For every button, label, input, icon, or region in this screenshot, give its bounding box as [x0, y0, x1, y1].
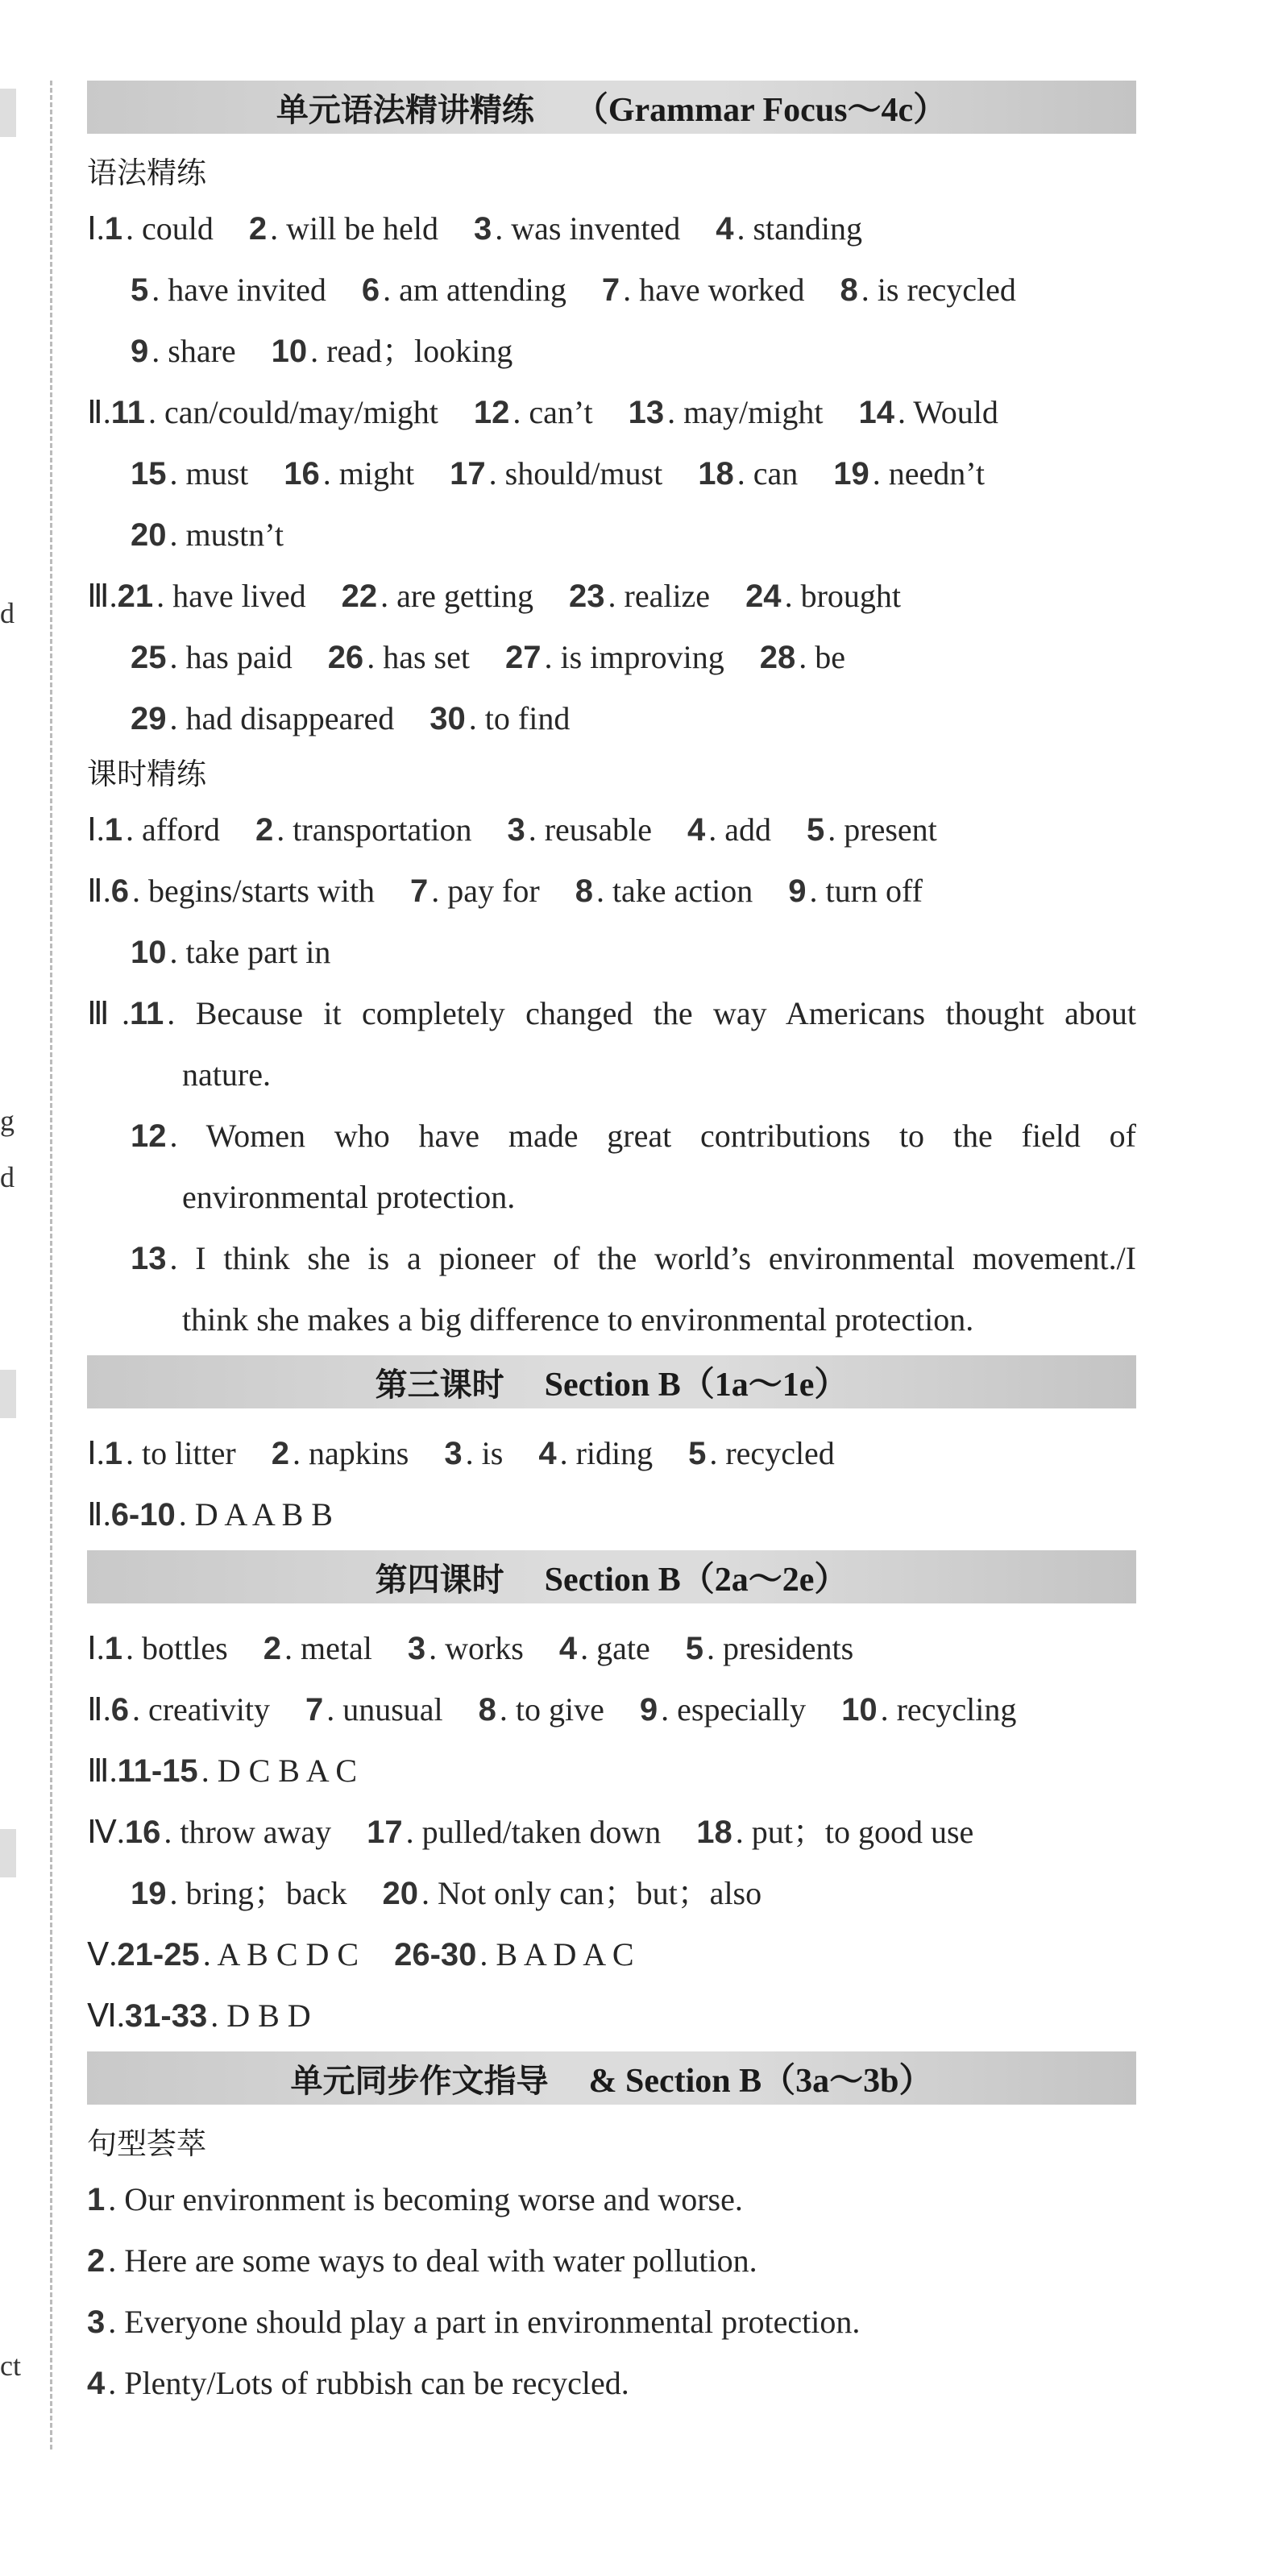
answer-item: 2 . Here are some ways to deal with water pollution.: [87, 2242, 757, 2279]
answer-item: 25 . has paid: [131, 639, 293, 675]
answer-item: 6 . am attending: [361, 272, 566, 308]
item-number: 8: [478, 1692, 496, 1728]
margin-shade: [0, 89, 16, 137]
answer-row: [87, 1863, 1136, 1924]
item-number: 31-33: [124, 1998, 208, 2034]
answer-item: 11-15 . D C B A C: [117, 1753, 358, 1789]
column-divider: [50, 81, 52, 2449]
answer-item: 5 . have invited: [131, 272, 326, 308]
answer-text: to give: [515, 1691, 604, 1728]
answer-item: 19 . needn’t: [833, 455, 985, 492]
answer-item: 3 . was invented: [474, 210, 681, 247]
item-number: 2: [255, 812, 274, 848]
item-number: 2: [271, 1436, 289, 1471]
answer-item: 14 . Would: [858, 394, 998, 430]
answer-item: 18 . put；to good use: [696, 1814, 974, 1850]
answer-item: 24 . brought: [745, 578, 901, 614]
answer-text: have invited: [168, 272, 326, 308]
item-number: 1: [104, 812, 123, 848]
answer-item: 20 . Not only can；but；also: [382, 1875, 762, 1911]
answer-item: 20 . mustn’t: [131, 516, 284, 553]
answer-text: especially: [677, 1691, 807, 1728]
roman-numeral: Ⅱ: [87, 873, 103, 909]
answer-item: 8 . to give: [478, 1691, 604, 1728]
item-number: 1: [87, 2182, 106, 2217]
answer-text: present: [844, 811, 937, 848]
answer-text: should/must: [504, 455, 663, 492]
answer-row: [87, 1167, 1136, 1228]
answer-text: are getting: [396, 578, 533, 614]
answer-item: 3 . Everyone should play a part in environmental protection.: [87, 2304, 861, 2340]
answer-item: 1 . to litter: [104, 1435, 236, 1471]
subheading: 课时精练: [87, 757, 206, 791]
item-number: 5: [685, 1631, 703, 1666]
answer-text: can: [753, 455, 799, 492]
answer-text: was invented: [511, 210, 681, 247]
item-number: 8: [575, 873, 593, 909]
item-number: 3: [444, 1436, 463, 1471]
answer-text: D C B A C: [217, 1753, 358, 1789]
roman-numeral: Ⅱ: [87, 394, 103, 430]
roman-numeral: Ⅱ: [87, 1691, 103, 1728]
item-number: 4: [716, 211, 734, 247]
answer-row: Ⅰ.1 . could 2 . will be held 3 . was invented 4 . standing: [87, 210, 863, 247]
answer-row: Ⅰ.1 . afford 2 . transportation 3 . reusable 4 . add 5 . present: [87, 811, 937, 848]
answer-row: [87, 2353, 1136, 2414]
item-number: 3: [474, 211, 492, 247]
answer-item: 4 . riding: [538, 1435, 654, 1471]
answer-text: can’t: [529, 394, 593, 430]
item-number: 30: [430, 701, 466, 736]
answer-row: Ⅲ.11 . Because it completely changed the way Americans thought about: [87, 995, 1137, 1031]
section-banner: [87, 81, 1136, 134]
item-number: 17: [367, 1815, 403, 1850]
item-number: 2: [87, 2243, 106, 2279]
banner-title-en: Section B（1a～1e）: [544, 1367, 849, 1404]
answer-row: Ⅱ.6 . begins/starts with 7 . pay for 8 . take action 9 . turn off: [87, 873, 923, 909]
answer-item: [182, 1301, 973, 1338]
item-number: 7: [601, 272, 620, 308]
answer-text: unusual: [342, 1691, 443, 1728]
roman-numeral: Ⅲ: [87, 995, 122, 1031]
item-number: 26-30: [394, 1937, 477, 1972]
answer-text: Would: [913, 394, 998, 430]
answer-row: Ⅳ.16 . throw away 17 . pulled/taken down 18 . put；to good use: [87, 1814, 974, 1850]
answer-text: begins/starts with: [147, 873, 376, 909]
answer-item: 2 . metal: [263, 1630, 372, 1666]
answer-row: [87, 2169, 1136, 2230]
answer-text: metal: [300, 1630, 372, 1666]
answer-text: Our environment is becoming worse and worse.: [124, 2181, 743, 2217]
answer-item: 7 . pay for: [410, 873, 540, 909]
answer-text: reusable: [544, 811, 652, 848]
answer-row: [87, 922, 1136, 983]
answer-row: [87, 321, 1136, 382]
margin-fragment: ct: [0, 2350, 21, 2382]
answer-text: had disappeared: [185, 700, 395, 736]
answer-row: Ⅲ.21 . have lived 22 . are getting 23 . realize 24 . brought: [87, 578, 901, 614]
answer-item: 23 . realize: [569, 578, 711, 614]
answer-text: nature.: [182, 1056, 271, 1093]
answer-item: 11 . Because it completely changed the way Americans thought about: [129, 995, 1137, 1031]
roman-numeral: Ⅰ: [87, 1630, 97, 1666]
answer-item: 6-10 . D A A B B: [110, 1496, 333, 1533]
item-number: 19: [833, 456, 869, 492]
item-number: 7: [305, 1692, 324, 1728]
item-number: 11-15: [117, 1753, 198, 1789]
answer-text: standing: [753, 210, 863, 247]
answer-item: 27 . is improving: [504, 639, 724, 675]
answer-text: can/could/may/might: [164, 394, 438, 430]
item-number: 8: [840, 272, 858, 308]
answer-row: [87, 259, 1136, 321]
item-number: 26: [327, 640, 364, 675]
answer-text: brought: [800, 578, 901, 614]
answer-item: 17 . should/must: [450, 455, 663, 492]
roman-numeral: Ⅱ: [87, 1496, 103, 1533]
item-number: 18: [696, 1815, 732, 1850]
item-number: 22: [341, 579, 378, 614]
answer-text: Women who have made great contributions to the field of: [205, 1118, 1136, 1154]
answer-item: 4 . add: [687, 811, 771, 848]
answer-text: pulled/taken down: [421, 1814, 662, 1850]
answer-item: 2 . will be held: [248, 210, 439, 247]
roman-numeral: Ⅰ: [87, 210, 97, 247]
answer-item: 13 . I think she is a pioneer of the world’s environmental movement./I: [131, 1240, 1136, 1276]
answer-item: 10 . read；looking: [271, 333, 513, 369]
answer-row: [87, 688, 1136, 749]
answer-row: Ⅰ.1 . to litter 2 . napkins 3 . is 4 . riding 5 . recycled: [87, 1435, 835, 1471]
answer-text: creativity: [147, 1691, 270, 1728]
roman-numeral: Ⅳ: [87, 1814, 117, 1850]
item-number: 20: [131, 517, 167, 553]
item-number: 18: [698, 456, 734, 492]
answer-item: 21 . have lived: [117, 578, 306, 614]
answer-text: to find: [484, 700, 571, 736]
answer-text: presidents: [722, 1630, 854, 1666]
answer-text: is improving: [560, 639, 724, 675]
answer-item: 8 . is recycled: [840, 272, 1016, 308]
answer-item: 3 . is: [444, 1435, 504, 1471]
answer-text: D B D: [226, 1997, 311, 2034]
item-number: 9: [131, 334, 149, 369]
answer-item: 15 . must: [131, 455, 249, 492]
answer-text: napkins: [308, 1435, 409, 1471]
item-number: 9: [788, 873, 807, 909]
answer-item: 8 . take action: [575, 873, 753, 909]
item-number: 1: [104, 1631, 123, 1666]
answer-text: take part in: [185, 934, 331, 970]
answer-text: recycling: [896, 1691, 1017, 1728]
answer-text: Everyone should play a part in environmental protection.: [124, 2304, 861, 2340]
item-number: 6: [361, 272, 380, 308]
answer-row: [87, 443, 1136, 504]
answer-text: take action: [612, 873, 753, 909]
item-number: 12: [131, 1118, 167, 1154]
answer-item: [182, 1179, 515, 1215]
item-number: 6-10: [110, 1497, 176, 1533]
answer-item: 19 . bring；back: [131, 1875, 347, 1911]
answer-row: Ⅵ.31-33 . D B D: [87, 1997, 311, 2034]
item-number: 6: [110, 873, 129, 909]
answer-text: might: [338, 455, 415, 492]
answer-text: Plenty/Lots of rubbish can be recycled.: [124, 2365, 629, 2401]
answer-text: throw away: [180, 1814, 332, 1850]
banner-title-en: Section B（2a～2e）: [544, 1562, 849, 1599]
answer-text: turn off: [825, 873, 923, 909]
answer-text: put；to good use: [751, 1814, 974, 1850]
answer-row: [87, 1044, 1136, 1105]
answer-text: be: [815, 639, 846, 675]
item-number: 16: [124, 1815, 161, 1850]
answer-item: 3 . works: [407, 1630, 524, 1666]
item-number: 3: [407, 1631, 426, 1666]
item-number: 1: [104, 1436, 123, 1471]
answer-item: 17 . pulled/taken down: [367, 1814, 662, 1850]
answer-text: I think she is a pioneer of the world’s environmental movement./I: [195, 1240, 1136, 1276]
section-banner: [87, 1355, 1136, 1408]
answer-item: 12 . Women who have made great contributions to the field of: [131, 1118, 1136, 1154]
answer-item: [182, 1056, 271, 1093]
answer-item: 31-33 . D B D: [124, 1997, 311, 2034]
answer-row: Ⅰ.1 . bottles 2 . metal 3 . works 4 . gate 5 . presidents: [87, 1630, 854, 1666]
answer-row: [87, 1289, 1136, 1350]
answer-row: Ⅱ.6 . creativity 7 . unusual 8 . to give 9 . especially 10 . recycling: [87, 1691, 1017, 1728]
item-number: 23: [569, 579, 605, 614]
item-number: 12: [473, 395, 510, 430]
roman-numeral: Ⅰ: [87, 1435, 97, 1471]
item-number: 5: [688, 1436, 707, 1471]
item-number: 5: [131, 272, 149, 308]
answer-row: [87, 2230, 1136, 2292]
item-number: 25: [131, 640, 167, 675]
answer-text: read；looking: [326, 333, 513, 369]
answer-row: [87, 627, 1136, 688]
answer-text: gate: [596, 1630, 650, 1666]
banner-title-en: （Grammar Focus～4c）: [574, 92, 948, 129]
answer-text: to litter: [142, 1435, 236, 1471]
answer-text: have lived: [172, 578, 306, 614]
margin-fragment: d: [0, 597, 15, 629]
item-number: 3: [507, 812, 525, 848]
answer-text: may/might: [683, 394, 824, 430]
item-number: 17: [450, 456, 486, 492]
answer-text: bring；back: [185, 1875, 347, 1911]
item-number: 9: [639, 1692, 658, 1728]
answer-text: has paid: [185, 639, 293, 675]
item-number: 4: [687, 812, 706, 848]
margin-shade: [0, 1370, 16, 1418]
item-number: 6: [110, 1692, 129, 1728]
answer-text: B A D A C: [496, 1936, 634, 1972]
item-number: 13: [131, 1241, 167, 1276]
answer-item: 9 . especially: [639, 1691, 807, 1728]
item-number: 10: [841, 1692, 878, 1728]
answer-item: 6 . creativity: [110, 1691, 270, 1728]
subheading: 句型荟萃: [87, 2126, 206, 2161]
item-number: 13: [628, 395, 665, 430]
item-number: 11: [129, 996, 164, 1031]
item-number: 2: [248, 211, 268, 247]
answer-text: must: [185, 455, 249, 492]
answer-text: have worked: [639, 272, 805, 308]
banner-title-cn: 单元同步作文指导: [290, 2062, 549, 2100]
answer-text: recycled: [725, 1435, 835, 1471]
roman-numeral: Ⅲ: [87, 1753, 110, 1789]
answer-item: 16 . might: [284, 455, 415, 492]
banner-title-cn: 第三课时: [375, 1366, 504, 1404]
section-banner: [87, 1550, 1136, 1603]
answer-item: 1 . could: [104, 210, 214, 247]
left-margin-strip: [0, 0, 32, 2576]
item-number: 21-25: [117, 1937, 200, 1972]
answer-text: environmental protection.: [182, 1179, 516, 1215]
roman-numeral: Ⅰ: [87, 811, 97, 848]
answer-text: riding: [575, 1435, 654, 1471]
answer-text: think she makes a big difference to environmental protection.: [182, 1301, 974, 1338]
answer-item: 30 . to find: [430, 700, 571, 736]
item-number: 4: [87, 2366, 106, 2401]
answer-row: Ⅱ.11 . can/could/may/might 12 . can’t 13 . may/might 14 . Would: [87, 394, 998, 430]
answer-item: 16 . throw away: [124, 1814, 332, 1850]
answer-item: 26-30 . B A D A C: [394, 1936, 634, 1972]
answer-item: 7 . have worked: [601, 272, 805, 308]
item-number: 27: [504, 640, 542, 675]
answer-text: transportation: [293, 811, 472, 848]
answer-text: works: [445, 1630, 524, 1666]
item-number: 28: [759, 640, 796, 675]
answer-text: Because it completely changed the way Americans thought about: [195, 995, 1137, 1031]
answer-row: Ⅲ.11-15 . D C B A C: [87, 1753, 358, 1789]
item-number: 4: [538, 1436, 557, 1471]
item-number: 16: [284, 456, 320, 492]
answer-row: [87, 504, 1136, 566]
answer-item: 1 . bottles: [104, 1630, 228, 1666]
answer-text: bottles: [142, 1630, 228, 1666]
item-number: 21: [117, 579, 154, 614]
answer-item: 5 . recycled: [688, 1435, 835, 1471]
answer-item: 7 . unusual: [305, 1691, 443, 1728]
answer-item: 11 . can/could/may/might: [110, 394, 438, 430]
answer-item: 5 . presidents: [685, 1630, 854, 1666]
answer-item: 28 . be: [759, 639, 846, 675]
answer-text: add: [724, 811, 771, 848]
margin-fragment: g: [0, 1105, 15, 1137]
answer-row: [87, 2292, 1136, 2353]
answer-item: 4 . standing: [716, 210, 863, 247]
item-number: 2: [263, 1631, 281, 1666]
answer-text: Not only can；but；also: [437, 1875, 762, 1911]
answer-item: 21-25 . A B C D C: [117, 1936, 359, 1972]
item-number: 24: [745, 579, 782, 614]
roman-numeral: Ⅲ: [87, 578, 110, 614]
answer-item: 9 . turn off: [788, 873, 923, 909]
roman-numeral: Ⅵ: [87, 1997, 117, 2034]
banner-title-cn: 第四课时: [375, 1561, 504, 1599]
banner-title-en: & Section B（3a～3b）: [588, 2063, 933, 2100]
answer-text: has set: [383, 639, 470, 675]
answer-item: 5 . present: [807, 811, 937, 848]
roman-numeral: Ⅴ: [87, 1936, 110, 1972]
answer-text: A B C D C: [217, 1936, 359, 1972]
answer-item: 22 . are getting: [341, 578, 533, 614]
answer-text: could: [142, 210, 214, 247]
banner-title-cn: 单元语法精讲精练: [276, 91, 534, 129]
answer-item: 10 . take part in: [131, 934, 331, 970]
margin-fragment: d: [0, 1161, 15, 1193]
answer-item: 10 . recycling: [841, 1691, 1017, 1728]
answer-text: mustn’t: [185, 516, 284, 553]
margin-shade: [0, 1829, 16, 1877]
answer-row: Ⅱ.6-10 . D A A B B: [87, 1496, 333, 1533]
answer-text: realize: [624, 578, 711, 614]
answer-text: is recycled: [877, 272, 1016, 308]
subheading: 语法精练: [87, 156, 206, 190]
item-number: 1: [104, 211, 123, 247]
answer-item: 3 . reusable: [507, 811, 652, 848]
answer-text: will be held: [286, 210, 439, 247]
answer-row: [87, 1228, 1136, 1289]
answer-item: 6 . begins/starts with: [110, 873, 376, 909]
answer-item: 1 . afford: [104, 811, 221, 848]
answer-text: am attending: [399, 272, 566, 308]
answer-key-column: [87, 81, 1136, 2419]
answer-item: 18 . can: [698, 455, 799, 492]
answer-item: 2 . napkins: [271, 1435, 409, 1471]
item-number: 19: [131, 1876, 167, 1911]
item-number: 14: [858, 395, 894, 430]
item-number: 15: [131, 456, 167, 492]
answer-item: 4 . Plenty/Lots of rubbish can be recycled.: [87, 2365, 629, 2401]
answer-item: 12 . can’t: [473, 394, 593, 430]
answer-item: 9 . share: [131, 333, 236, 369]
item-number: 29: [131, 701, 167, 736]
answer-text: needn’t: [888, 455, 985, 492]
answer-item: 1 . Our environment is becoming worse and worse.: [87, 2181, 743, 2217]
answer-row: [87, 1105, 1136, 1167]
answer-item: 26 . has set: [327, 639, 470, 675]
answer-text: pay for: [447, 873, 540, 909]
answer-item: 2 . transportation: [255, 811, 472, 848]
item-number: 3: [87, 2304, 106, 2340]
answer-row: Ⅴ.21-25 . A B C D C 26-30 . B A D A C: [87, 1936, 634, 1972]
answer-text: afford: [142, 811, 221, 848]
answer-item: 13 . may/might: [628, 394, 824, 430]
answer-text: Here are some ways to deal with water pollution.: [124, 2242, 757, 2279]
answer-text: share: [168, 333, 236, 369]
item-number: 10: [131, 935, 167, 970]
item-number: 4: [558, 1631, 578, 1666]
answer-item: 4 . gate: [558, 1630, 650, 1666]
answer-text: is: [481, 1435, 504, 1471]
answer-item: 29 . had disappeared: [131, 700, 395, 736]
answer-text: D A A B B: [194, 1496, 333, 1533]
item-number: 7: [410, 873, 429, 909]
item-number: 5: [807, 812, 825, 848]
item-number: 11: [110, 395, 145, 430]
item-number: 20: [382, 1876, 418, 1911]
item-number: 10: [271, 334, 308, 369]
section-banner: [87, 2051, 1136, 2105]
